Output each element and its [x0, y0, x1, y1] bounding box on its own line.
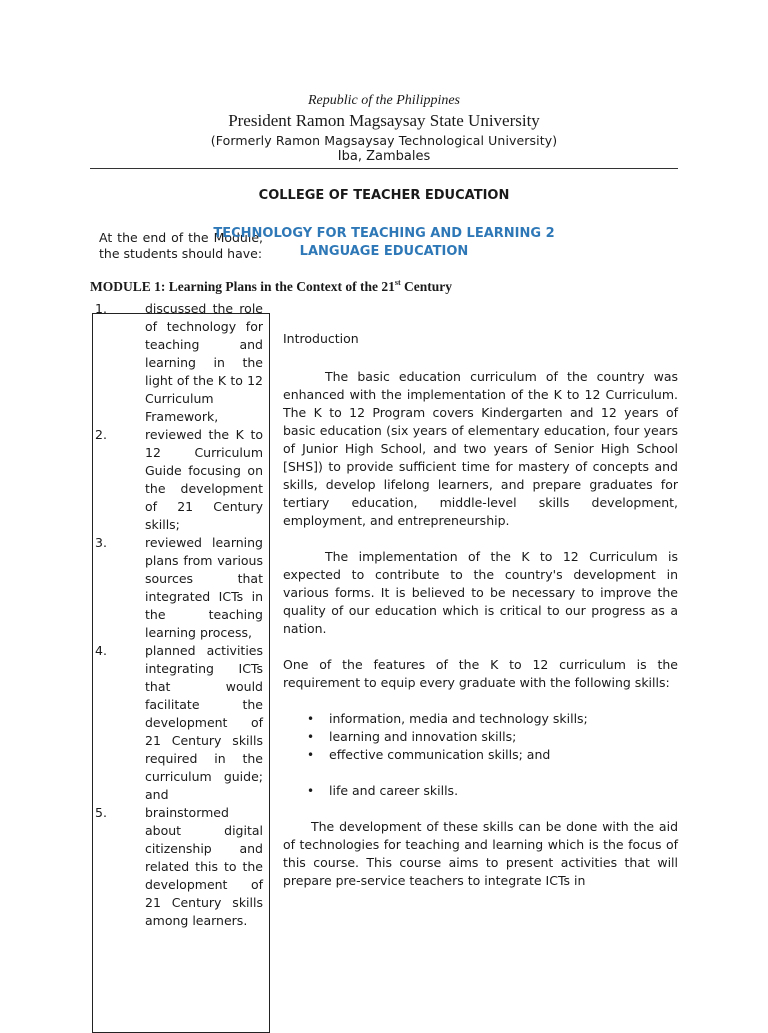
spacer [283, 638, 678, 656]
objective-text: reviewed learning plans from various sources that integrated ICTs in the teaching learning process, [145, 535, 263, 640]
objective-number: 2. [95, 427, 107, 442]
header-divider [90, 168, 678, 169]
objective-item [95, 642, 263, 804]
course-title [200, 225, 568, 261]
intro-paragraph-3: One of the features of the K to 12 curriculum is the requirement to equip every graduate with the following skills: [283, 657, 678, 690]
course-title-line-1: TECHNOLOGY FOR TEACHING AND LEARNING 2 [213, 226, 555, 241]
objective-text: discussed the role of technology for teaching and learning in the light of the K to 12 Curriculum Framework, [145, 301, 263, 424]
college-name: COLLEGE OF TEACHER EDUCATION [258, 188, 510, 203]
objective-text: brainstormed about digital citizenship and related this to the development of 21 Century skills among learners. [145, 805, 263, 928]
university-name: President Ramon Magsaysay State University [228, 111, 540, 130]
intro-paragraph-1: The basic education curriculum of the country was enhanced with the implementation of the K to 12 Curriculum. The K to 12 Program covers Kindergarten and 12 years of basic education (six years of elementary education, four years of Junior High School, and two years of Senior High School [SHS]) to provide sufficient time for mastery of concepts and skills, develop lifelong learners, and prepare graduates for tertiary education, middle-level skills development, employment, and entrepreneurship. [283, 369, 678, 528]
spacer [283, 800, 678, 818]
objective-number: 3. [95, 535, 107, 550]
skill-item: • learning and innovation skills; [283, 728, 678, 746]
module-title-text: MODULE 1: Learning Plans in the Context of the 21 [90, 279, 395, 294]
spacer [283, 530, 678, 548]
objective-item [95, 534, 263, 642]
skills-list [283, 710, 678, 800]
objective-number: 4. [95, 643, 107, 658]
module-title [90, 278, 452, 295]
republic-line: Republic of the Philippines [307, 93, 461, 108]
intro-paragraph-4: The development of these skills can be done with the aid of technologies for teaching and learning which is the focus of this course. This course aims to present activities that will prepare pre-service teachers to integrate ICTs in [283, 819, 678, 888]
former-name: (Formerly Ramon Magsaysay Technological University) [210, 133, 558, 148]
skill-item: • life and career skills. [283, 782, 678, 800]
course-title-line-2: LANGUAGE EDUCATION [299, 244, 469, 259]
objective-number: 1. [95, 301, 107, 316]
objective-item [95, 300, 263, 426]
module-title-sup: st [394, 278, 401, 287]
spacer [283, 764, 678, 782]
location: Iba, Zambales [337, 149, 431, 164]
skill-item: • information, media and technology skills; [283, 710, 678, 728]
spacer [283, 692, 678, 710]
objective-text: planned activities integrating ICTs that would facilitate the development of 21 Century skills required in the curriculum guide; and [145, 643, 263, 802]
objectives-intro: At the end of the Module, the students should have: [99, 230, 263, 261]
introduction-heading: Introduction [283, 331, 359, 346]
intro-paragraph-2: The implementation of the K to 12 Curriculum is expected to contribute to the country's development in various forms. It is believed to be necessary to improve the quality of our education which is critical to our progress as a nation. [283, 549, 678, 636]
objective-item [95, 804, 263, 930]
objective-text: reviewed the K to 12 Curriculum Guide focusing on the development of 21 Century skills; [145, 427, 263, 532]
objective-item [95, 426, 263, 534]
introduction-section [283, 330, 678, 890]
objectives-list [95, 300, 263, 930]
module-title-end: Century [400, 279, 453, 294]
skill-item: • effective communication skills; and [283, 746, 678, 764]
objective-number: 5. [95, 805, 107, 820]
